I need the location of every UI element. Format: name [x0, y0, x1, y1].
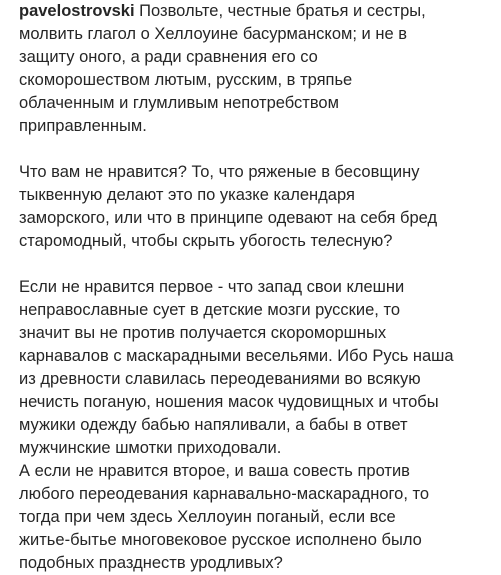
comment-paragraph-2 — [19, 161, 495, 253]
comment-line: заморского, или что в принципе одевают на себя бред — [19, 209, 438, 227]
comment-line: тыквенную делают это по указке календаря — [19, 186, 355, 204]
comment-line: скоморошеством лютым, русским, в тряпье — [19, 71, 353, 89]
comment-line: из древности славилась переодеваниями во всякую — [19, 370, 421, 388]
comment-line: облаченным и глумливым непотребством — [19, 94, 339, 112]
comment-line: Если не нравится первое - что запад свои клешни — [19, 278, 405, 296]
comment-line: нечисть поганую, ношения масок чудовищных и чтобы — [19, 393, 439, 411]
comment-line: приправленным. — [19, 117, 147, 135]
comment-line: любого переодевания карнавально-маскарадного, то — [19, 485, 430, 503]
comment-line: тогда при чем здесь Хеллоуин поганый, если все — [19, 508, 396, 526]
paragraph-gap — [19, 138, 495, 161]
comment-line: житье-бытье многовековое русское исполнено было — [19, 531, 422, 549]
comment-line: подобных празднеств уродливых? — [19, 554, 283, 572]
comment-line: значит вы не против получается скороморшных — [19, 324, 387, 342]
comment-line: старомодный, чтобы скрыть убогость телесную? — [19, 232, 393, 250]
comment-line: молвить глагол о Хеллоуине басурманском; и не в — [19, 25, 407, 43]
comment-line: защиту оного, а ради сравнения его со — [19, 48, 318, 66]
username-link[interactable]: pavelostrovski — [19, 2, 135, 20]
comment-line: неправославные сует в детские мозги русские, то — [19, 301, 400, 319]
comment-paragraph-3 — [19, 276, 495, 575]
comment-line — [19, 0, 495, 23]
paragraph-gap — [19, 253, 495, 276]
comment-body — [19, 0, 495, 575]
comment-line: А если не нравится второе, и ваша совесть против — [19, 462, 410, 480]
comment-paragraph-1 — [19, 0, 495, 138]
comment-line: мужчинские шмотки приходовали. — [19, 439, 282, 457]
comment-line: Что вам не нравится? То, что ряженые в бесовщину — [19, 163, 420, 181]
comment-text: Позвольте, честные братья и сестры, — [134, 2, 426, 20]
comment-line: мужики одежду бабью напяливали, а бабы в ответ — [19, 416, 408, 434]
comment-line: карнавалов с маскарадными весельями. Ибо Русь наша — [19, 347, 454, 365]
